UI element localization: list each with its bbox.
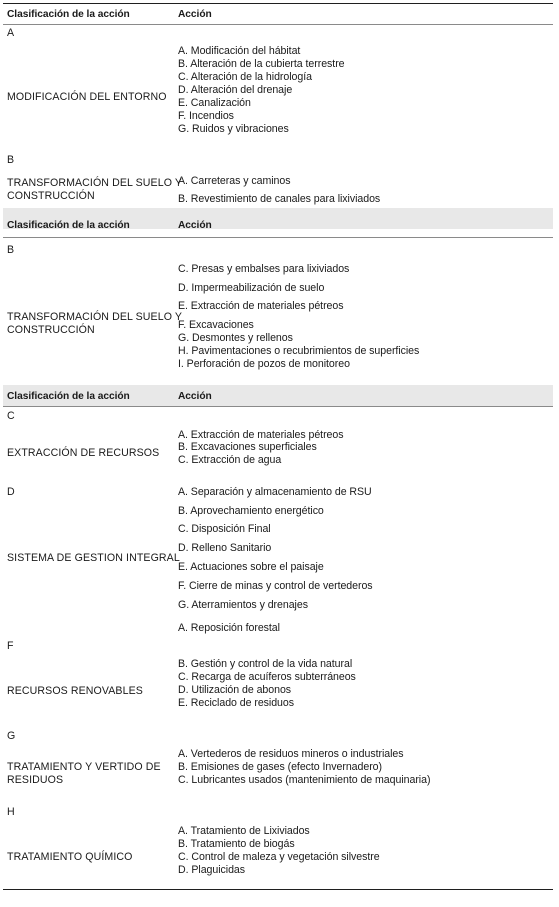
action-item: A. Vertederos de residuos mineros o industriales xyxy=(178,748,404,760)
action-item: C. Disposición Final xyxy=(178,523,271,535)
action-item: B. Revestimiento de canales para lixiviados xyxy=(178,193,381,205)
header-action: Acción xyxy=(178,220,212,231)
category-name-line: CONSTRUCCIÓN xyxy=(7,190,95,202)
action-item: F. Incendios xyxy=(178,110,234,122)
table-top-rule xyxy=(3,3,553,4)
action-item: E. Actuaciones sobre el paisaje xyxy=(178,561,324,573)
action-item: E. Canalización xyxy=(178,97,251,109)
action-item: D. Impermeabilización de suelo xyxy=(178,282,325,294)
category-letter: C xyxy=(7,410,15,422)
action-item: B. Gestión y control de la vida natural xyxy=(178,658,353,670)
category-letter: D xyxy=(7,486,15,498)
category-letter: H xyxy=(7,806,15,818)
header-rule xyxy=(3,24,553,25)
action-item: I. Perforación de pozos de monitoreo xyxy=(178,358,350,370)
action-item: A. Reposición forestal xyxy=(178,622,280,634)
category-name-line: TRANSFORMACIÓN DEL SUELO Y xyxy=(7,311,183,323)
header-action: Acción xyxy=(178,9,212,20)
category-letter: F xyxy=(7,640,14,652)
action-item: D. Plaguicidas xyxy=(178,864,246,876)
category-name: MODIFICACIÓN DEL ENTORNO xyxy=(7,91,167,103)
category-letter: B xyxy=(7,244,15,256)
action-item: B. Emisiones de gases (efecto Invernadero) xyxy=(178,761,382,773)
category-letter: A xyxy=(7,27,15,39)
header-classification: Clasificación de la acción xyxy=(7,9,130,20)
category-letter: B xyxy=(7,154,15,166)
category-name: TRATAMIENTO QUÍMICO xyxy=(7,851,133,863)
action-item: C. Presas y embalses para lixiviados xyxy=(178,263,350,275)
action-item: D. Utilización de abonos xyxy=(178,684,292,696)
action-item: C. Alteración de la hidrología xyxy=(178,71,312,83)
action-item: G. Desmontes y rellenos xyxy=(178,332,293,344)
action-item: B. Aprovechamiento energético xyxy=(178,505,324,517)
table-bottom-rule xyxy=(3,889,553,890)
header-classification: Clasificación de la acción xyxy=(7,220,130,231)
action-item: E. Extracción de materiales pétreos xyxy=(178,300,344,312)
action-item: C. Control de maleza y vegetación silvestre xyxy=(178,851,380,863)
action-item: A. Extracción de materiales pétreos xyxy=(178,429,344,441)
category-letter: G xyxy=(7,730,16,742)
action-item: A. Separación y almacenamiento de RSU xyxy=(178,486,372,498)
category-name: EXTRACCIÓN DE RECURSOS xyxy=(7,447,160,459)
category-name-line: RESIDUOS xyxy=(7,774,64,786)
action-item: F. Cierre de minas y control de vertederos xyxy=(178,580,373,592)
category-name-line: TRANSFORMACIÓN DEL SUELO Y xyxy=(7,177,183,189)
action-item: G. Ruidos y vibraciones xyxy=(178,123,289,135)
action-item: D. Alteración del drenaje xyxy=(178,84,293,96)
action-item: B. Excavaciones superficiales xyxy=(178,441,317,453)
action-item: D. Relleno Sanitario xyxy=(178,542,272,554)
action-item: A. Carreteras y caminos xyxy=(178,175,291,187)
header-classification: Clasificación de la acción xyxy=(7,391,130,402)
header-action: Acción xyxy=(178,391,212,402)
action-item: F. Excavaciones xyxy=(178,319,254,331)
action-item: B. Alteración de la cubierta terrestre xyxy=(178,58,345,70)
action-item: G. Aterramientos y drenajes xyxy=(178,599,308,611)
header-rule xyxy=(3,406,553,407)
action-item: A. Modificación del hábitat xyxy=(178,45,301,57)
category-name: RECURSOS RENOVABLES xyxy=(7,685,143,697)
action-item: E. Reciclado de residuos xyxy=(178,697,294,709)
action-item: H. Pavimentaciones o recubrimientos de superficies xyxy=(178,345,420,357)
category-name: SISTEMA DE GESTION INTEGRAL xyxy=(7,552,180,564)
category-name-line: CONSTRUCCIÓN xyxy=(7,324,95,336)
action-item: A. Tratamiento de Lixiviados xyxy=(178,825,310,837)
action-item: C. Recarga de acuíferos subterráneos xyxy=(178,671,356,683)
action-item: B. Tratamiento de biogás xyxy=(178,838,295,850)
action-item: C. Lubricantes usados (mantenimiento de maquinaria) xyxy=(178,774,431,786)
category-name-line: TRATAMIENTO Y VERTIDO DE xyxy=(7,761,161,773)
header-rule xyxy=(3,237,553,238)
action-item: C. Extracción de agua xyxy=(178,454,282,466)
